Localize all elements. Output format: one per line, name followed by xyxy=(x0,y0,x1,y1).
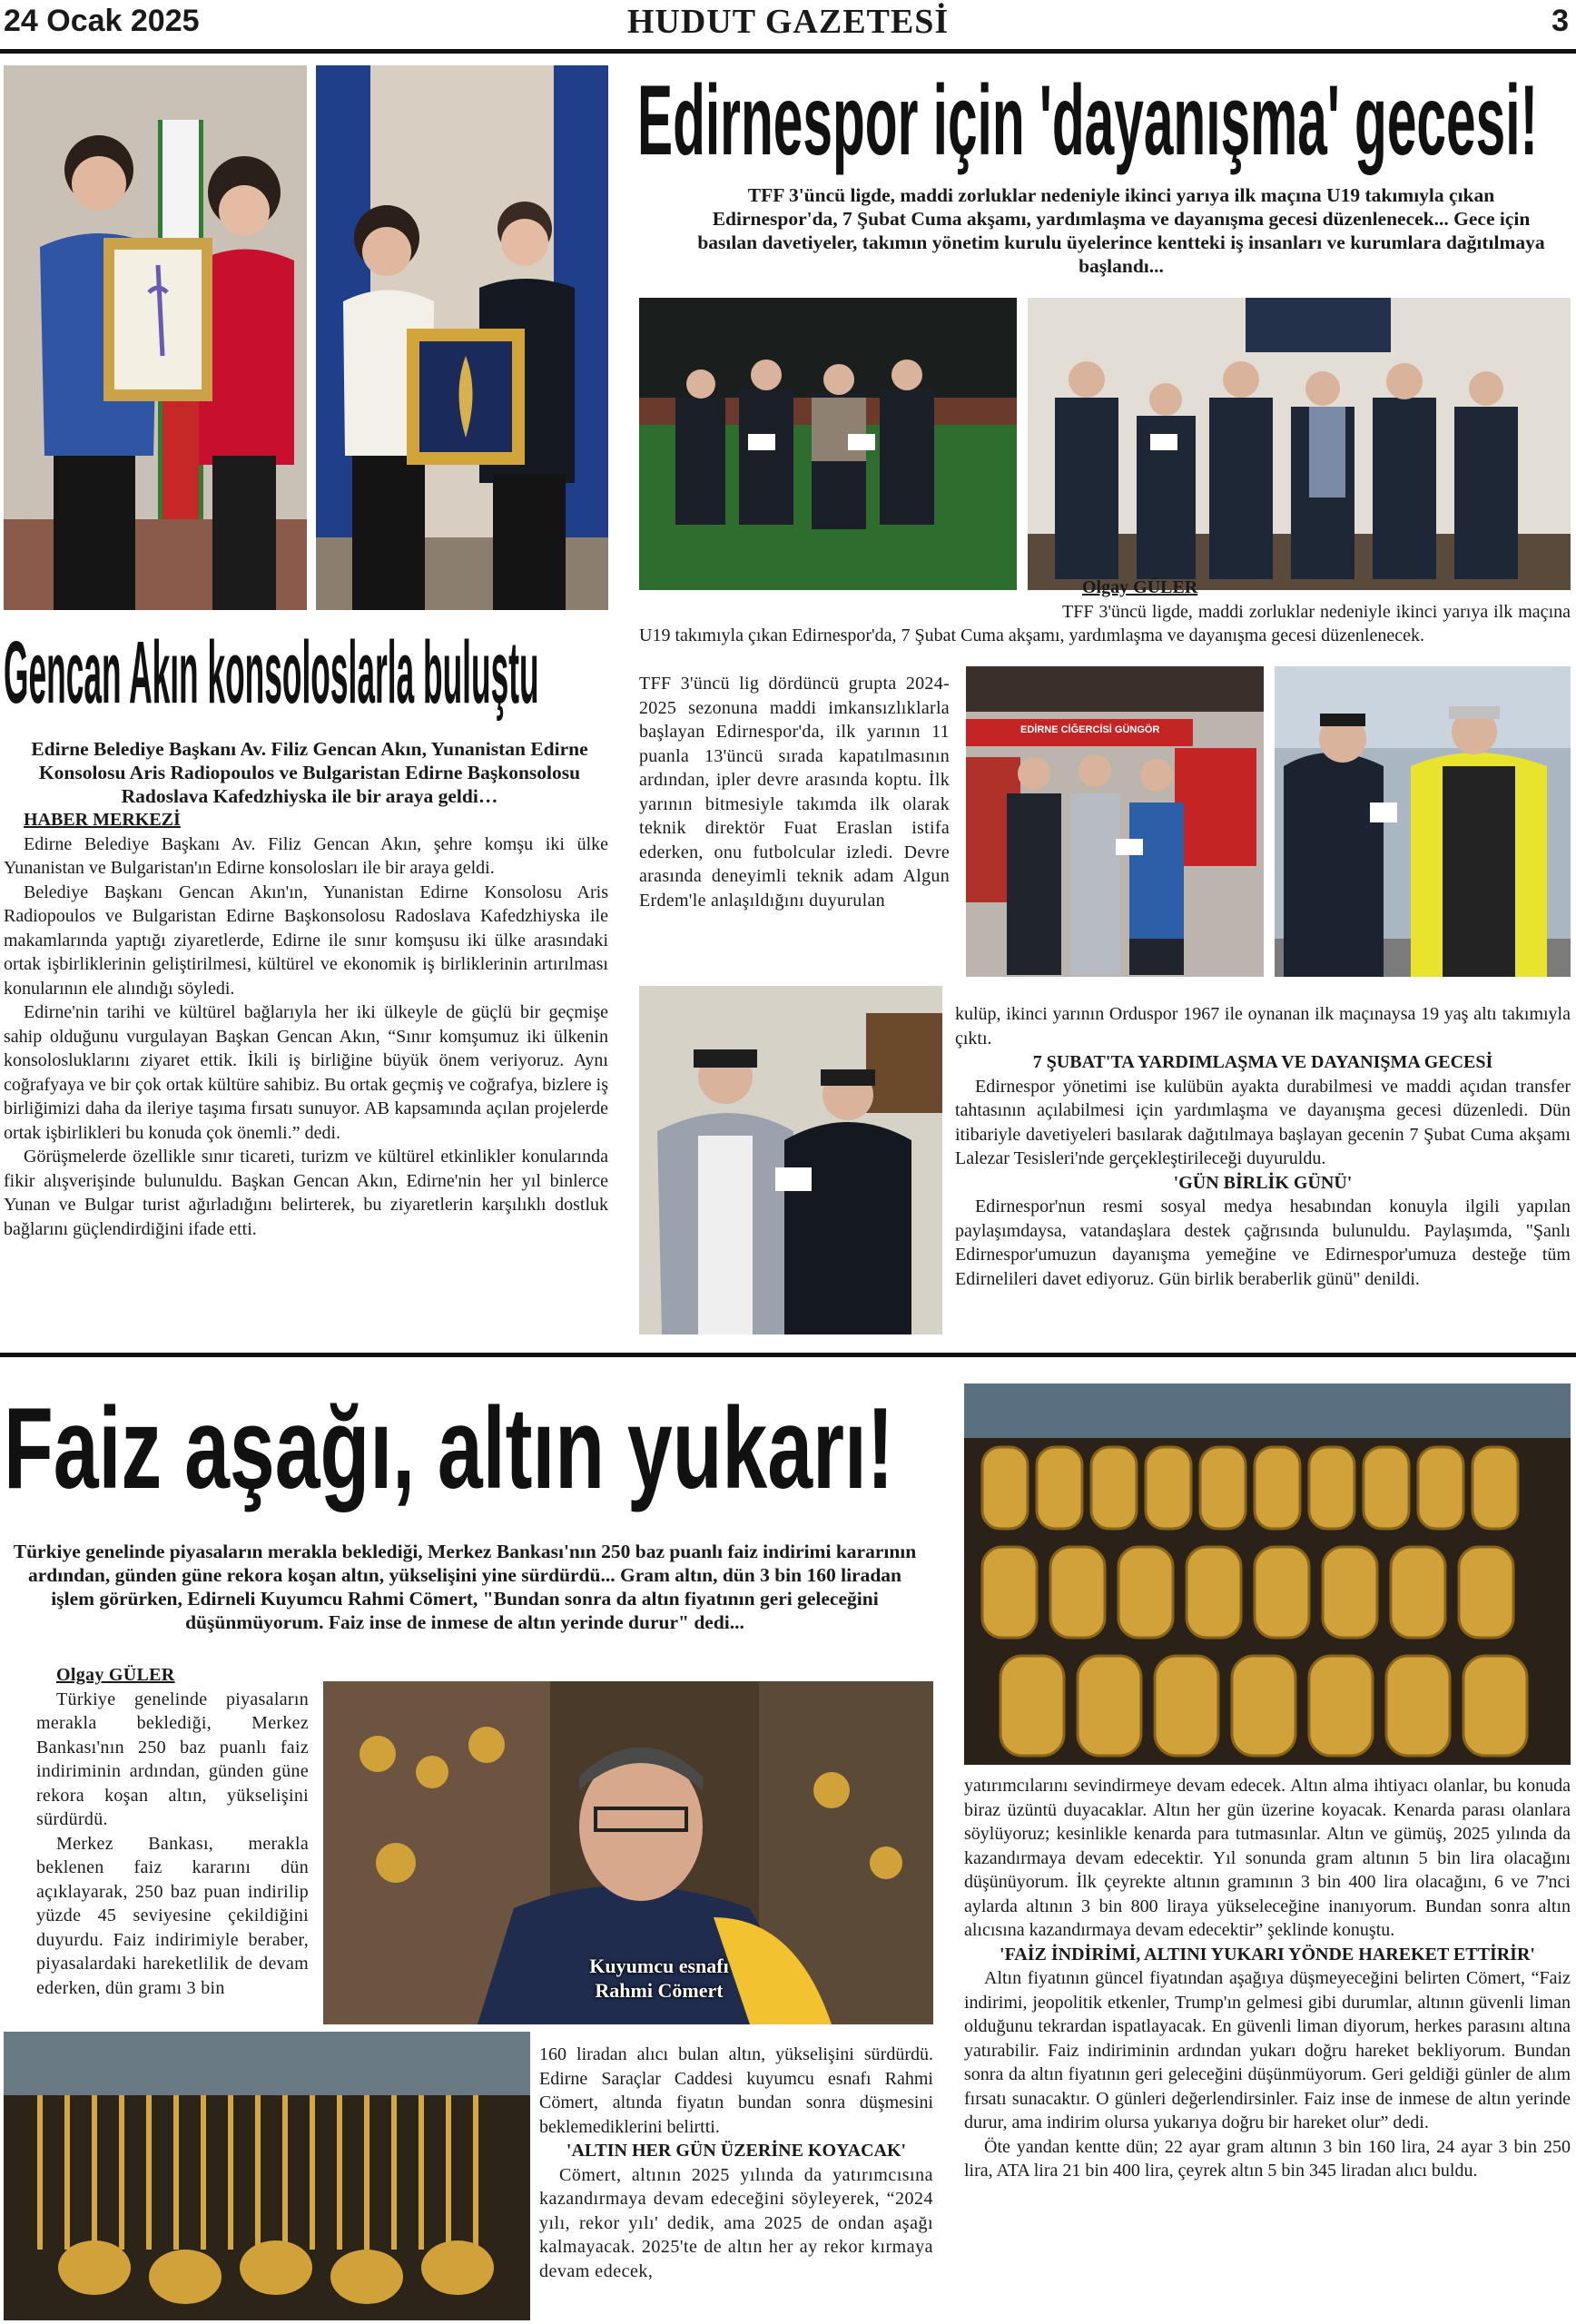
photo-street-invitation xyxy=(1275,666,1571,977)
faiz-body-right xyxy=(964,1774,1571,2183)
issue-date: 24 Ocak 2025 xyxy=(4,4,200,38)
photo-gold-chains xyxy=(4,2032,530,2320)
photo-field-invitations xyxy=(639,298,1017,590)
caption-line: Kuyumcu esnafı xyxy=(589,1955,729,1977)
gencan-lead: Edirne Belediye Başkanı Av. Filiz Gencan Akın, Yunanistan Edirne Konsolosu Aris Radiopoulos ve Bulgaristan Edirne Başkonsolosu Radoslava Kafedzhiyska ile bir araya geldi… xyxy=(31,738,588,807)
edirnespor-lead: TFF 3'üncü ligde, maddi zorluklar nedeniyle ikinci yarıya ilk maçına U19 takımıyla çıkan Edirnespor'da, 7 Şubat Cuma akşamı, yardımlaşma ve dayanışma gecesi düzenlenecek... Gece için basılan davetiyeler, takımın yönetim kurulu üyelerince kentteki iş insanları ve kurumlara dağıtılmaya başlandı... xyxy=(697,184,1545,277)
faiz-paragraph: Öte yandan kentte dün; 22 ayar gram altının 3 bin 160 lira, 24 ayar 3 bin 250 lira, ATA lira 21 bin 400 lira, çeyrek altın 5 bin 345 liradan alıcı buldu. xyxy=(964,2136,1571,2181)
edirnespor-subhead: 'GÜN BİRLİK GÜNÜ' xyxy=(1173,1172,1353,1193)
photo-jeweler-rahmi-comert xyxy=(323,1681,933,2024)
gencan-paragraph: Görüşmelerde özellikle sınır ticareti, turizm ve kültürel etkinlikler konularında fikir alışverişinde bulunuldu. Başkan Gencan Akın, Edirne'nin her yıl binlerce Yunan ve Bulgar turist ağırladığını belirterek, bu ziyaretlerin karşılıklı dostluk bağlarını güçlendirdiğini ifade etti. xyxy=(4,1147,608,1239)
page-number: 3 xyxy=(1551,4,1569,38)
faiz-body-left xyxy=(36,1663,309,2000)
faiz-paragraph: yatırımcılarını sevindirmeye devam edecek. Altın alma ihtiyacı olanlar, bu konuda biraz üzüntü duyacaklar. Altın her gün üzerine koyacak. Kenarda parası olanlara söylüyoruz; kesinlikle kenarda para tutmasınlar. Altın ve gümüş, 2025 yılında da kazandırmaya devam edecektir. Yıl sonunda gram altının 5 bin lira olacağını düşünüyorum. İlk çeyrekte altının gramının 3 bin 400 lira olacağını, 6 ve 7'nci aylarda altının 3 bin 800 liraya yükseleceğine inanıyorum. Bundan sonra altın alıcısına kazandırmaya devam edecektir” şeklinde konuştu. xyxy=(964,1776,1571,1940)
photo-two-men-invitation xyxy=(639,986,942,1334)
faiz-paragraph: Türkiye genelinde piyasaların merakla beklediği, Merkez Bankası'nın 250 baz puanlı faiz indiriminin ardından, günden güne rekora koşan altın, yükselişini sürdürdü. xyxy=(36,1689,309,1829)
edirnespor-subhead: 7 ŞUBAT'TA YARDIMLAŞMA VE DAYANIŞMA GECESİ xyxy=(1032,1052,1493,1072)
faiz-body-middle xyxy=(539,2043,933,2283)
faiz-paragraph: Altın fiyatının güncel fiyatından aşağıya düşmeyeceğini belirten Cömert, “Faiz indirimi, jeopolitik etkenler, Trump'ın gelmesi gibi durumlar, altının güvenli liman olduğunu tekrardan ispatlayacak. En güvenli liman diyorum, herkes parasını altına yatırabilir. Faiz indiriminin ardından yukarı doğru hareket bekliyorum. Bundan sonra da altın fiyatının geri geleceğini düşünmüyorum. Geri geldiği günler de alım fırsatı sunacaktır. O günleri değerlendirsinler. Faiz inse de inmese de altın yerinde durur, ama indirim olursa yukarıya doğru bir hareket olur” dedi. xyxy=(964,1968,1571,2132)
edirnespor-paragraph: TFF 3'üncü lig dördüncü grupta 2024-2025 sezonuna maddi imkansızlıklarla başlayan Edirnespor'da, ilk yarının 11 puanla 13'üncü sırada kapatılmasının ardından, ipler devre arasında koptu. İlk yarının bitmesiyle takımda ilk olarak teknik direktör Fuat Eraslan istifa ederken, onu futbolcular izledi. Devre arasında deneyimli teknik adam Algun Erdem'le anlaşıldığını duyurulan xyxy=(639,674,950,911)
edirnespor-paragraph: Edirnespor yönetimi ise kulübün ayakta durabilmesi ve maddi açıdan transfer tahtasının açılabilmesi için yardımlaşma ve dayanışma gecesi düzenledi. Dün itibariyle davetiyeleri basılarak dağıtılmaya başlayan gecenin 7 Şubat Cuma akşamı Lalezar Tesisleri'nde gerçekleştirileceği duyuruldu. xyxy=(955,1076,1571,1168)
gencan-body xyxy=(4,808,608,1241)
edirnespor-body xyxy=(955,1002,1571,1291)
photo-liver-shop-invitation xyxy=(966,666,1264,977)
photo-mayor-bulgarian-consul xyxy=(4,65,307,610)
caption-line: Rahmi Cömert xyxy=(595,1979,724,2002)
edirnespor-paragraph: Edirnespor'nun resmi sosyal medya hesabından konuyla ilgili yapılan paylaşımdaysa, vatandaşlara destek çağrısında bulunuldu. Paylaşımda, "Şanlı Edirnespor'umuzun dayanışma yemeğine ve Edirnespor'umuza desteğe tüm Edirnelileri davet ediyoruz. Gün birlik beraberlik günü" denildi. xyxy=(955,1196,1571,1289)
edirnespor-paragraph: kulüp, ikinci yarının Orduspor 1967 ile oynanan ilk maçınaysa 19 yaş altı takımıyla çıktı. xyxy=(955,1004,1571,1049)
photo-gold-bracelets xyxy=(964,1384,1571,1765)
gencan-paragraph: Edirne'nin tarihi ve kültürel bağlarıyla her iki ülkeyle de güçlü bir geçmişe sahip olduğunu vurgulayan Başkan Gencan Akın, “Sınır komşumuz iki ülkenin konsolosluklarını ziyaret ettik. İkili iş birliğine büyük önem veriyoruz. Aynı coğrafyaya ve bir çok ortak kültüre sahibiz. Bu ortak geçmiş ve coğrafya, bizlere iş birliğimizi daha da ileriye taşıma fırsatı sunuyor. AB kapsamında açılan projelerde ortak işbirlikleri bu konuda çok önemli.” dedi. xyxy=(4,1002,608,1143)
photo-caption xyxy=(550,1954,768,2003)
gencan-paragraph: Belediye Başkanı Gencan Akın'ın, Yunanistan Edirne Konsolosu Aris Radiopoulos ve Bulgaristan Edirne Başkonsolosu Radoslava Kafedzhiyska ile makamlarında yaptığı ziyaretlerde, Edirne ile sınır komşusu iki ülke arasındaki ortak işbirliklerinin geliştirilmesi, kültürel ve ekonomik iş birliklerinin artırılması konularının ele alındığı söyledi. xyxy=(4,881,608,999)
faiz-paragraph: Cömert, altının 2025 yılında da yatırımcısına kazandırmaya devam edeceğini söyleyerek, “2024 yılı, rekor yılı' dedik, ama 2025 de ondan aşağı kalmayacak. 2025'te de altın her ay rekor kırmaya devam edecek, xyxy=(539,2164,933,2281)
edirnespor-paragraph: TFF 3'üncü ligde, maddi zorluklar nedeniyle ikinci yarıya ilk maçına U19 takımıyla çıkan Edirnespor'da, 7 Şubat Cuma akşamı, yardımlaşma ve dayanışma gecesi düzenlenecek. xyxy=(639,601,1571,645)
faiz-subhead: 'ALTIN HER GÜN ÜZERİNE KOYACAK' xyxy=(566,2141,907,2161)
faiz-paragraph: 160 liradan alıcı bulan altın, yükselişini sürdürdü. Edirne Saraçlar Caddesi kuyumcu esnafı Rahmi Cömert, altında fiyatın bundan sonra düşmesini beklemediklerini belirtti. xyxy=(539,2044,933,2137)
photo-mayor-greek-consul xyxy=(316,65,608,610)
gencan-byline: HABER MERKEZİ xyxy=(24,810,181,830)
photo-office-invitations xyxy=(1028,298,1571,590)
gencan-paragraph: Edirne Belediye Başkanı Av. Filiz Gencan Akın, şehre komşu iki ülke Yunanistan ve Bulgaristan'ın Edirne konsolosları ile bir araya geldi. xyxy=(4,833,608,878)
edirnespor-intro xyxy=(639,576,1571,648)
shop-sign: EDİRNE CİĞERCİSİ GÜNGÖR xyxy=(1020,724,1160,735)
newspaper-name: HUDUT GAZETESİ xyxy=(626,3,950,41)
faiz-headline: Faiz aşağı, altın yukarı! xyxy=(4,1384,894,1513)
edirnespor-byline: Olgay GÜLER xyxy=(1082,577,1198,597)
faiz-paragraph: Merkez Bankası, merakla beklenen faiz kararını dün açıklayarak, 250 baz puan indirilip yüzde 45 seviyesine çekildiğini duyurdu. Faiz indirimiyle beraber, piyasalardaki hareketlilik de devam ederken, dün gramı 3 bin xyxy=(36,1833,309,1998)
header-rule xyxy=(0,49,1576,54)
gencan-headline: Gencan Akın konsoloslarla buluştu xyxy=(4,622,539,723)
faiz-subhead: 'FAİZ İNDİRİMİ, ALTINI YUKARI YÖNDE HAREKET ETTİRİR' xyxy=(1000,1944,1535,1965)
edirnespor-headline: Edirnespor için 'dayanışma' gecesi! xyxy=(637,64,1539,176)
section-rule xyxy=(0,1353,1576,1357)
faiz-lead: Türkiye genelinde piyasaların merakla beklediği, Merkez Bankası'nın 250 baz puanlı faiz indirimi kararının ardından, günden güne rekora koşan altın, yükselişini yine sürdürdü... Gram altın, dün 3 bin 160 liradan işlem görürken, Edirneli Kuyumcu Rahmi Cömert, "Bundan sonra da altın fiyatının geri geleceğini düşünmüyorum. Faiz inse de inmese de altın yerinde durur" dedi... xyxy=(13,1541,917,1633)
faiz-byline: Olgay GÜLER xyxy=(56,1665,175,1685)
